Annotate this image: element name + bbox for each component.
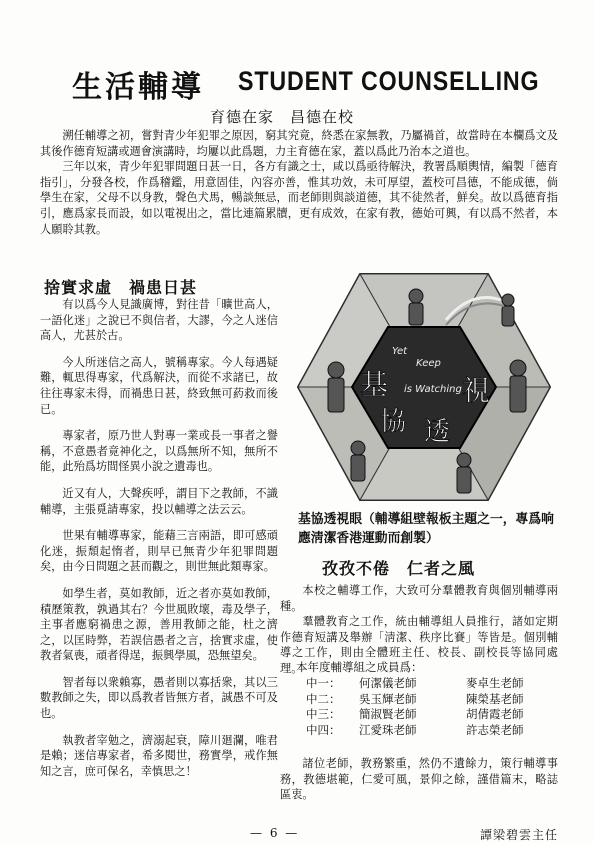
member-grade: 中三： <box>306 707 341 722</box>
poster-slogan: is Watching <box>404 384 462 395</box>
left-paragraph: 今人所迷信之高人，號稱專家。今人每遇疑難，輒思得專家，代爲解決，而從不求諸已，故往往專家未得，而禍患日甚，終致無可葯救而後已。 <box>40 355 278 416</box>
author-signature: 譚梁碧雲主任 <box>480 828 559 842</box>
poster-char: 視 <box>462 374 491 407</box>
intro-paragraph: 溯任輔導之初，嘗對青少年犯罪之原因，窮其究竟，終悉在家無教，乃屬禍首，故當時在本欄爲文及其後作德育短講或週會演講時，均屢以此爲題，力主育德在家，蓋以爲此乃治本之道也。 <box>40 129 558 158</box>
member-teacher: 麥卓生老師 <box>466 676 524 690</box>
poster-slogan: Yet <box>392 346 408 357</box>
member-teacher: 陳榮基老師 <box>466 691 524 706</box>
poster-char: 協 <box>380 407 407 437</box>
member-row <box>306 692 524 708</box>
left-section-heading: 捨實求虛 禍患日甚 <box>44 278 198 297</box>
closing-paragraph: 諸位老師，教務繁重，然仍不遺餘力，策行輔導事務，教德堪範，仁愛可風，景仰之餘，謹借篇末，略誌區衷。 <box>280 757 558 802</box>
member-grade: 中二： <box>306 691 341 706</box>
page-subtitle: 育德在家 昌德在校 <box>210 108 355 126</box>
poster-char: 基 <box>360 368 389 401</box>
member-teacher: 胡倩霞老師 <box>466 707 524 722</box>
hexagon-poster-illustration <box>296 270 552 504</box>
page-title-chinese: 生活輔導 <box>72 70 204 105</box>
right-paragraph: 羣體教育之工作，統由輔導組人員推行，諸如定期作德育短講及舉辦「淸潔、秩序比賽」等皆是。個別輔導之工作，則由全體班主任、校長、副校長等協同處理。 <box>280 615 558 675</box>
member-grade: 中一： <box>306 676 341 690</box>
intro-paragraph: 三年以來，青少年犯罪問題日甚一日，各方有識之士，咸以爲亟待解決，教署爲順輿情，編製「德育指引」，分發各校，作爲稽鑑，用意固佳，內容亦善，惟其功效，未可厚望，蓋校可昌德，不能成德，倘學生在家，父母不以身教，聲色犬馬，暢談無忌，而老師則與談道德，其不徒然者，鮮矣。故以爲德育指引，應爲家長而設，如以電視出之，當比連篇累牘，更有成效，在家有教，德始可興，有以爲不然者，本人願聆其教。 <box>40 160 558 236</box>
page-title-english: STUDENT COUNSELLING <box>238 66 540 96</box>
left-paragraph: 執教者宰勉之，濟溺起衰，障川廻瀾，唯君是賴；迷信專家者，希多閱世，務實學，戒作無知之言，庶可保名，幸慎思之！ <box>40 733 278 778</box>
intro-section <box>40 128 558 237</box>
page-number: — 6 — <box>250 826 300 840</box>
left-paragraph: 專家者，原乃世人對專一業或長一事者之譽稱，不意愚者竟神化之，以爲無所不知，無所不能，此殆爲坊間怪異小說之遺毒也。 <box>40 429 278 474</box>
poster-image <box>296 270 552 504</box>
left-paragraph: 智者每以衆賴寡，愚者則以寡括衆，其以三數教師之失，即以爲教者皆無方者，誠愚不可及也。 <box>40 675 278 721</box>
member-grade: 中四： <box>306 722 341 737</box>
member-teacher: 江愛珠老師 <box>359 722 417 737</box>
members-title: 本年度輔導組之成員爲： <box>296 660 423 674</box>
poster-caption: 基協透視眼（輔導組壁報板主題之一，專爲响應淸潔香港運動而創製） <box>298 512 554 546</box>
left-column <box>40 297 278 790</box>
member-teacher: 吳玉輝老師 <box>359 691 417 706</box>
poster-char: 透 <box>424 417 451 447</box>
left-paragraph: 有以爲今人見識廣博，對往昔「曠世高人，一語化迷」之說已不與信者，大謬，今之人迷信高人，尤甚於古。 <box>40 298 278 343</box>
left-paragraph: 近又有人，大聲疾呼，謂目下之教師，不識輔導，主張覓請專家，投以輔導之法云云。 <box>40 486 278 516</box>
right-paragraph: 本校之輔導工作，大致可分羣體教育與個別輔導兩種。 <box>280 584 558 613</box>
members-list <box>306 676 524 738</box>
left-paragraph: 如學生者，莫如教師，近之者亦莫如教師，積歷策教，孰過其右？今世風敗壞，毒及學子，主事者應窮禍患之源，善用教師之能，杜之濟之，以匡時弊，若誤信愚者之言，捨實求虛，使教者氣喪，頑者得逞，振興學風，恐無望矣。 <box>40 586 278 663</box>
member-row <box>306 707 524 723</box>
poster-slogan: Keep <box>416 358 441 369</box>
member-row <box>306 676 524 692</box>
member-row <box>306 723 524 739</box>
member-teacher: 許志榮老師 <box>466 722 524 737</box>
right-section-heading: 孜孜不倦 仁者之風 <box>322 559 476 578</box>
member-teacher: 何潔儀老師 <box>359 676 417 690</box>
left-paragraph: 世果有輔導專家，能藉三言兩語，即可感頑化迷，振頹起惰者，則早已無青少年犯罪問題矣，由今日問題之甚而觀之，則世無此類專家。 <box>40 529 278 574</box>
member-teacher: 簡淑賢老師 <box>359 707 417 722</box>
